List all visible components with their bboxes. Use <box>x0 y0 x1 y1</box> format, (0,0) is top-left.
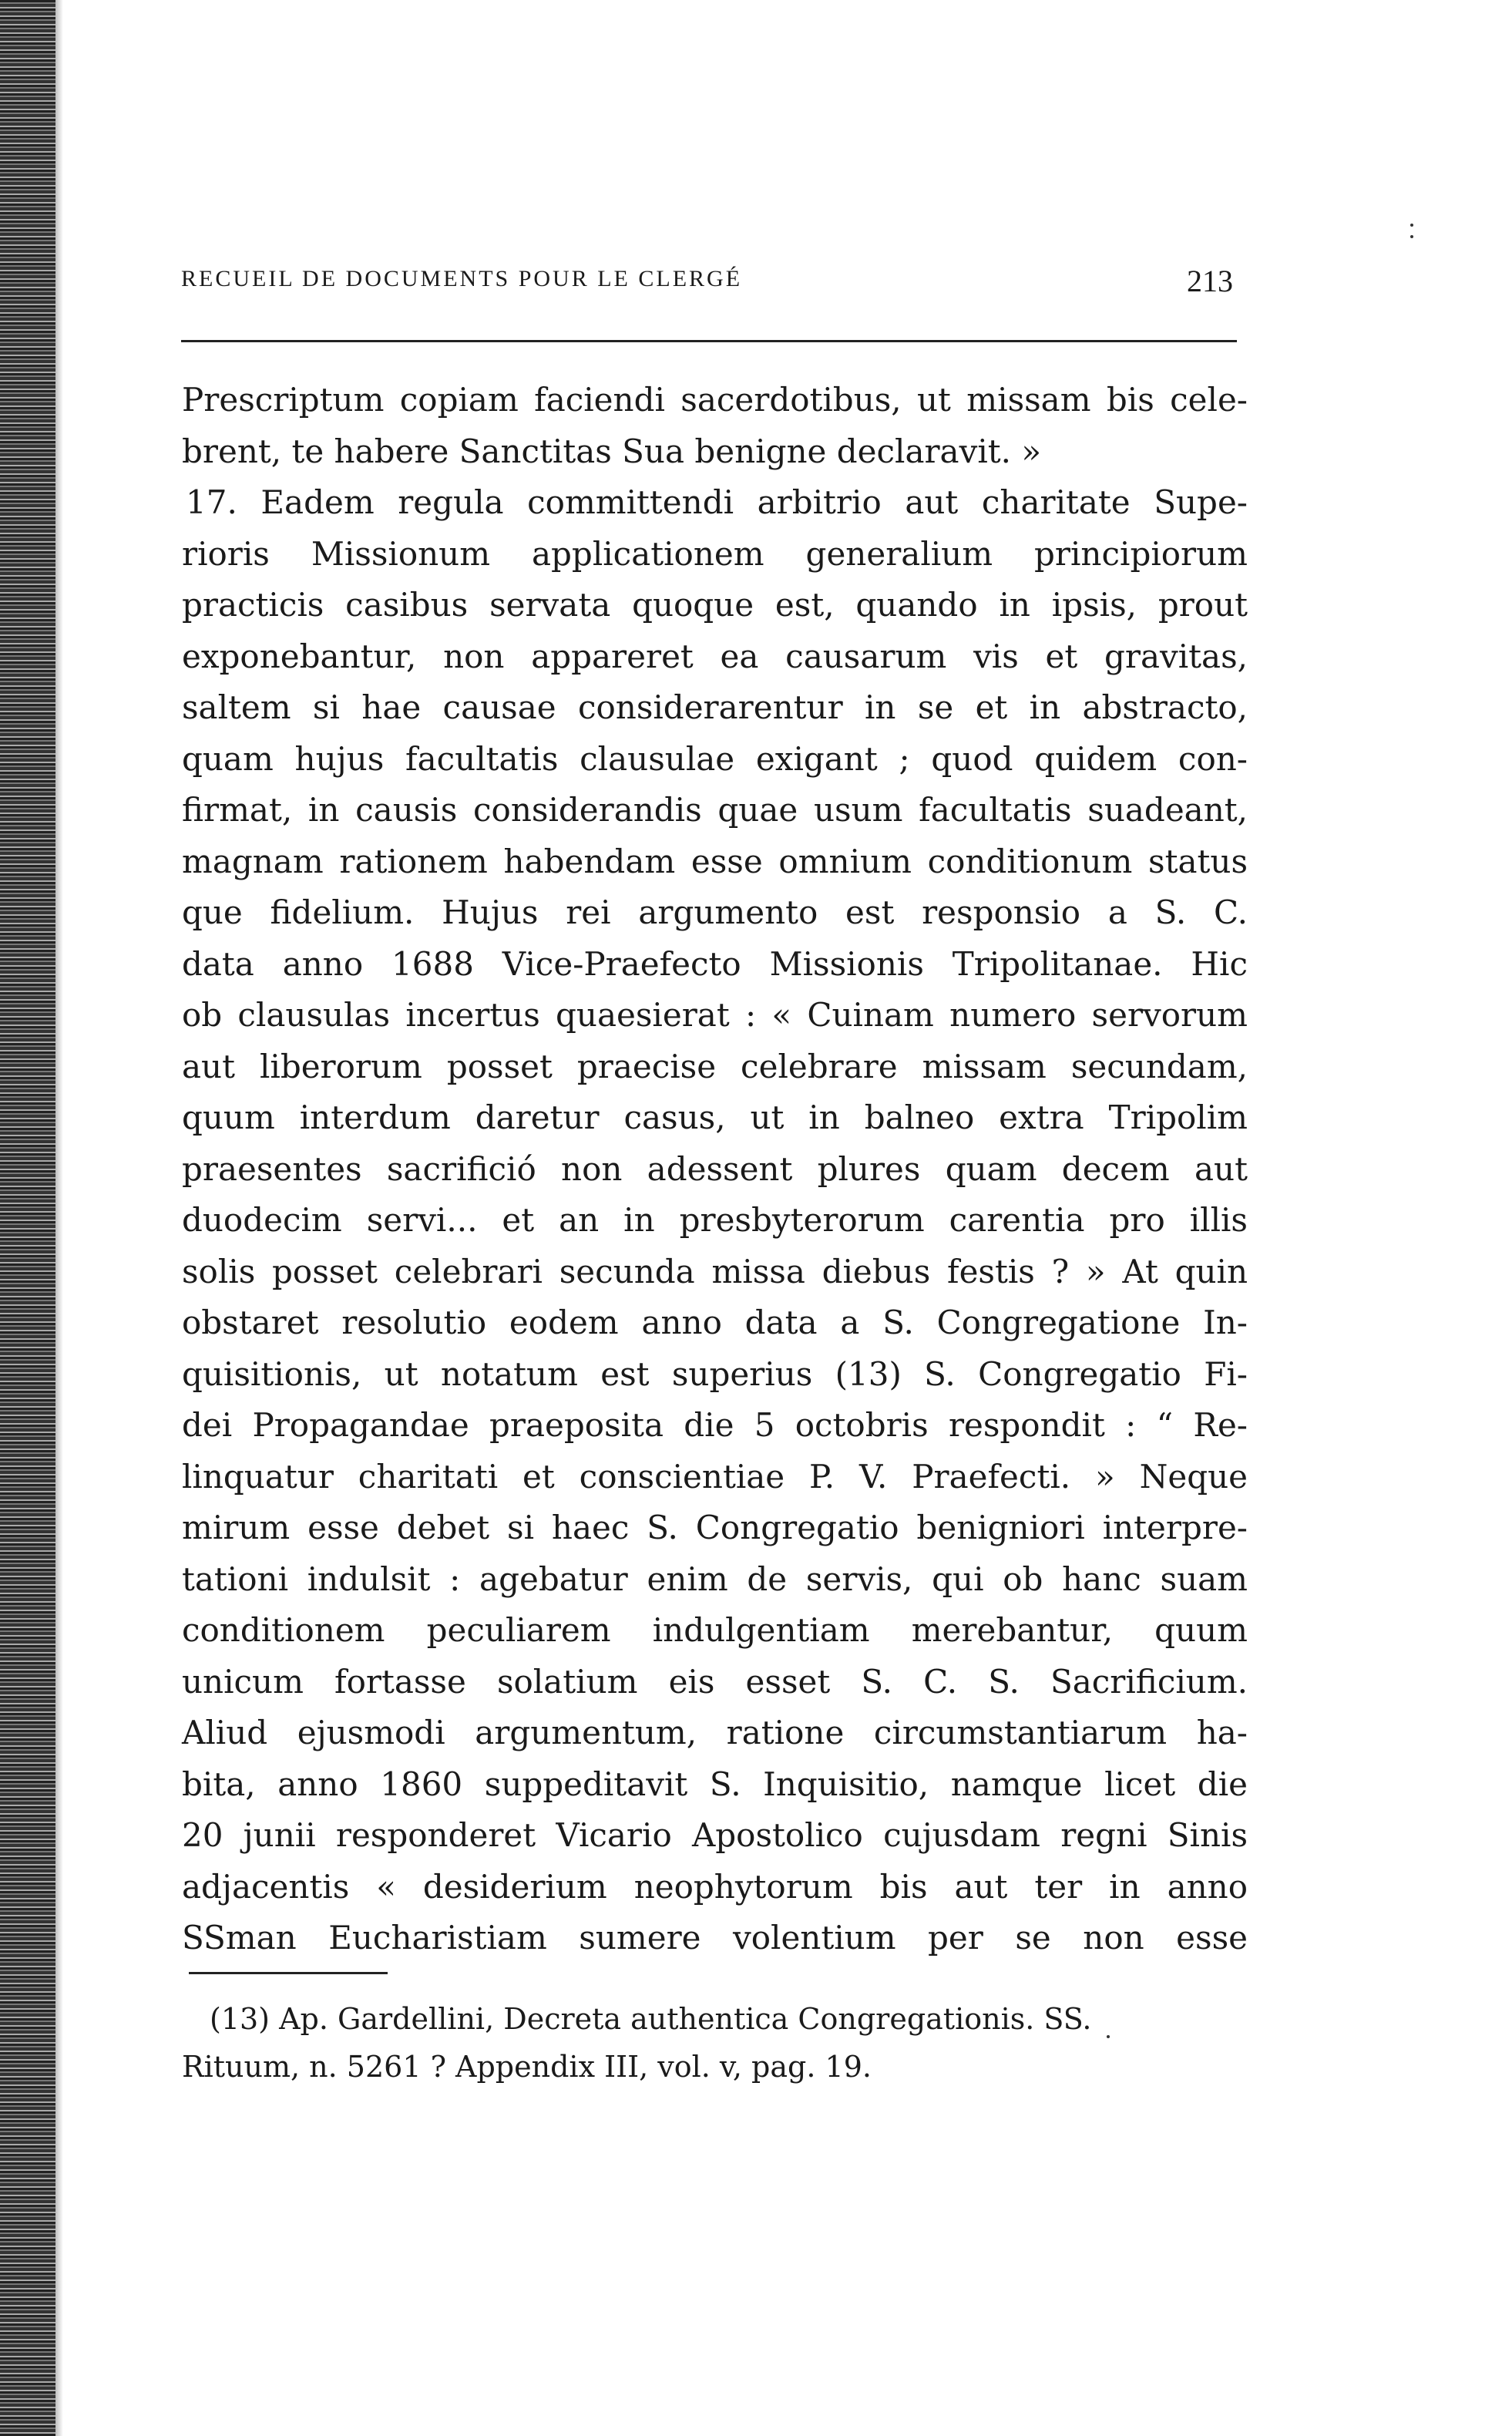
running-title: RECUEIL DE DOCUMENTS POUR LE CLERGÉ <box>181 266 743 291</box>
text-line: ob clausulas incertus quaesierat : « Cuinam numero servorum <box>182 996 1248 1034</box>
text-line: quisitionis, ut notatum est superius (13) S. Congregatio Fi- <box>182 1354 1248 1393</box>
text-line: practicis casibus servata quoque est, quando in ipsis, prout <box>182 586 1248 624</box>
text-line: aut liberorum posset praecise celebrare missam secundam, <box>182 1047 1248 1085</box>
text-line: 17. Eadem regula committendi arbitrio aut charitate Supe- <box>186 483 1248 521</box>
text-line: que fidelium. Hujus rei argumento est responsio a S. C. <box>182 893 1248 931</box>
text-line: rioris Missionum applicationem generalium principiorum <box>182 534 1248 573</box>
scan-speck <box>1410 224 1413 227</box>
text-line: Aliud ejusmodi argumentum, ratione circumstantiarum ha- <box>182 1714 1248 1751</box>
book-binding-edge <box>0 0 55 2436</box>
page-header <box>181 266 1233 304</box>
footnote-line: Rituum, n. 5261 ? Appendix III, vol. v, pag. 19. <box>182 2050 872 2084</box>
text-line: brent, te habere Sanctitas Sua benigne declaravit. » <box>182 432 1042 470</box>
text-line: linquatur charitati et conscientiae P. V. Praefecti. » Neque <box>182 1457 1248 1496</box>
header-rule <box>181 340 1237 342</box>
text-line: duodecim servi... et an in presbyterorum carentia pro illis <box>182 1201 1248 1239</box>
text-line: Prescriptum copiam faciendi sacerdotibus, ut missam bis cele- <box>182 381 1248 419</box>
text-line: obstaret resolutio eodem anno data a S. Congregatione In- <box>182 1304 1248 1341</box>
text-line: exponebantur, non appareret ea causarum vis et gravitas, <box>182 637 1248 675</box>
footnote-line: (13) Ap. Gardellini, Decreta authentica Congregationis. SS. <box>210 2002 1092 2036</box>
footnote-rule <box>189 1972 388 1974</box>
scan-speck <box>1410 235 1413 238</box>
footnote <box>182 1995 1245 2091</box>
text-line: magnam rationem habendam esse omnium conditionum status <box>182 842 1248 880</box>
text-line: bita, anno 1860 suppeditavit S. Inquisitio, namque licet die <box>182 1765 1248 1803</box>
text-line: 20 junii responderet Vicario Apostolico cujusdam regni Sinis <box>182 1816 1248 1854</box>
text-line: quum interdum daretur casus, ut in balneo extra Tripolim <box>182 1099 1248 1136</box>
text-line: solis posset celebrari secunda missa diebus festis ? » At quin <box>182 1252 1248 1290</box>
body-text <box>182 375 1248 1964</box>
scan-speck <box>1107 2035 1110 2038</box>
text-line: tationi indulsit : agebatur enim de servis, qui ob hanc suam <box>182 1560 1248 1598</box>
page-number: 213 <box>1187 264 1233 298</box>
text-line: data anno 1688 Vice-Praefecto Missionis Tripolitanae. Hic <box>182 944 1248 983</box>
text-line: saltem si hae causae considerarentur in se et in abstracto, <box>182 688 1248 726</box>
text-line: firmat, in causis considerandis quae usum facultatis suadeant, <box>182 791 1248 829</box>
text-line: praesentes sacrifició non adessent plures quam decem aut <box>182 1149 1248 1188</box>
text-line: unicum fortasse solatium eis esset S. C. S. Sacrificium. <box>182 1662 1248 1701</box>
text-line: dei Propagandae praeposita die 5 octobris respondit : “ Re- <box>182 1406 1248 1444</box>
text-line: adjacentis « desiderium neophytorum bis aut ter in anno <box>182 1867 1248 1906</box>
text-line: conditionem peculiarem indulgentiam merebantur, quum <box>182 1611 1248 1649</box>
text-line: quam hujus facultatis clausulae exigant ; quod quidem con- <box>182 739 1248 778</box>
text-line: mirum esse debet si haec S. Congregatio benigniori interpre- <box>182 1509 1248 1546</box>
text-line: SSman Eucharistiam sumere volentium per se non esse <box>182 1919 1248 1957</box>
